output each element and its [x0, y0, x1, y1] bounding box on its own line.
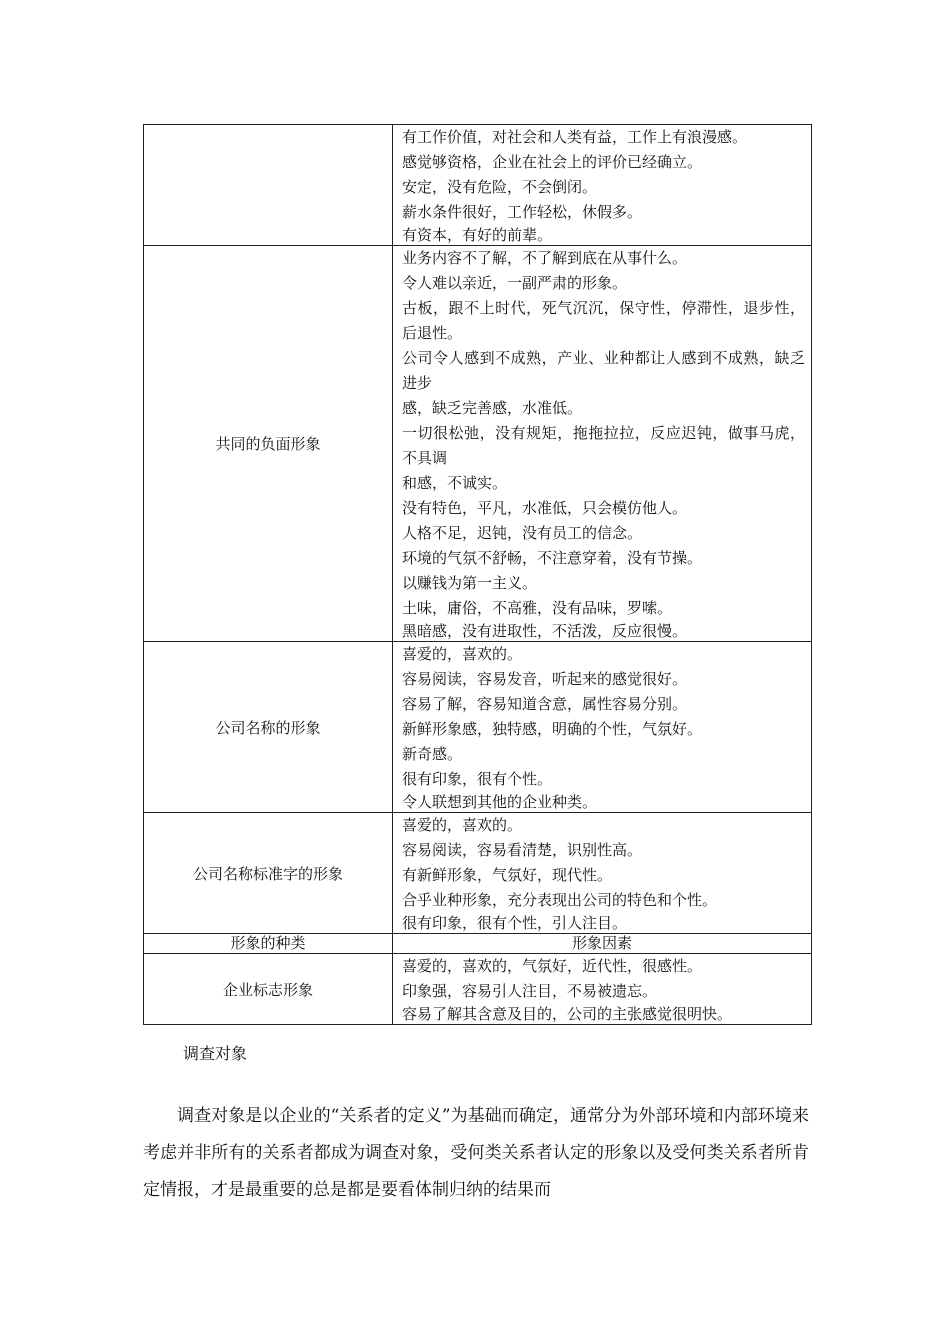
factor-line: 很有印象，很有个性，引人注目。 [402, 914, 628, 932]
table-header-row [144, 934, 812, 954]
factor-line: 容易了解，容易知道含意，属性容易分别。 [402, 695, 688, 713]
factor-line: 有资本，有好的前辈。 [402, 226, 553, 244]
factor-line: 黑暗感，没有进取性，不活泼，反应很慢。 [402, 622, 688, 640]
row-category-cell [144, 125, 393, 246]
factor-line: 令人难以亲近，一副严肃的形象。 [402, 274, 628, 292]
factor-line: 业务内容不了解，不了解到底在从事什么。 [402, 249, 688, 267]
factor-line: 一切很松弛，没有规矩，拖拖拉拉，反应迟钝，做事马虎，不具调 [402, 424, 805, 467]
factor-line: 没有特色，平凡，水准低，只会模仿他人。 [402, 499, 688, 517]
factor-line: 喜爱的，喜欢的。 [402, 645, 523, 663]
factor-line: 有新鲜形象，气氛好，现代性。 [402, 866, 613, 884]
body-paragraph: 调查对象是以企业的“关系者的定义”为基础而确定，通常分为外部环境和内部环境来考虑并非所有的关系者都成为调查对象，受何类关系者认定的形象以及受何类关系者所肯定情报，才是最重要的总是都是要看体制归纳的结果而 [143, 1106, 809, 1200]
row-category-cell: 共同的负面形象 [144, 246, 393, 642]
section-heading: 调查对象 [183, 1044, 248, 1063]
factor-line: 薪水条件很好，工作轻松，休假多。 [402, 203, 643, 221]
row-factors-cell [393, 246, 812, 642]
row-category-cell: 公司名称的形象 [144, 642, 393, 813]
factor-line: 令人联想到其他的企业种类。 [402, 793, 598, 811]
factor-line: 合乎业种形象，充分表现出公司的特色和个性。 [402, 891, 718, 909]
factor-line: 容易阅读，容易发音，听起来的感觉很好。 [402, 670, 688, 688]
factor-line: 以赚钱为第一主义。 [402, 574, 538, 592]
factor-line: 喜爱的，喜欢的。 [402, 816, 523, 834]
row-factors-cell [393, 642, 812, 813]
factor-line: 印象强，容易引人注目，不易被遗忘。 [402, 982, 658, 1000]
factor-line: 安定，没有危险，不会倒闭。 [402, 178, 598, 196]
factor-line: 容易了解其含意及目的，公司的主张感觉很明快。 [402, 1005, 733, 1023]
table-row [144, 813, 812, 934]
factor-line: 喜爱的，喜欢的，气氛好，近代性，很感性。 [402, 957, 703, 975]
factor-line: 很有印象，很有个性。 [402, 770, 553, 788]
row-factors-cell [393, 125, 812, 246]
factor-line: 新鲜形象感，独特感，明确的个性，气氛好。 [402, 720, 703, 738]
factor-line: 新奇感。 [402, 745, 463, 763]
table-row [144, 246, 812, 642]
table-row [144, 125, 812, 246]
factor-line: 感，缺乏完善感，水准低。 [402, 399, 583, 417]
factor-line: 古板，跟不上时代，死气沉沉，保守性，停滞性，退步性，后退性。 [402, 299, 805, 342]
image-factors-table [143, 124, 812, 1025]
factor-line: 有工作价值，对社会和人类有益，工作上有浪漫感。 [402, 128, 748, 146]
factor-line: 土味，庸俗，不高雅，没有品味，罗嗦。 [402, 599, 673, 617]
table-row [144, 642, 812, 813]
factor-line: 人格不足，迟钝，没有员工的信念。 [402, 524, 643, 542]
row-category-cell: 企业标志形象 [144, 954, 393, 1025]
factor-line: 环境的气氛不舒畅，不注意穿着，没有节操。 [402, 549, 703, 567]
row-category-cell: 公司名称标准字的形象 [144, 813, 393, 934]
row-factors-cell [393, 954, 812, 1025]
header-category-cell: 形象的种类 [144, 934, 393, 954]
row-factors-cell [393, 813, 812, 934]
factor-line: 感觉够资格，企业在社会上的评价已经确立。 [402, 153, 703, 171]
factor-line: 和感，不诚实。 [402, 474, 508, 492]
factor-line: 公司令人感到不成熟，产业、业种都让人感到不成熟，缺乏进步 [402, 349, 805, 392]
factor-line: 容易阅读，容易看清楚，识别性高。 [402, 841, 643, 859]
header-factors-cell: 形象因素 [393, 934, 812, 954]
table-row [144, 954, 812, 1025]
